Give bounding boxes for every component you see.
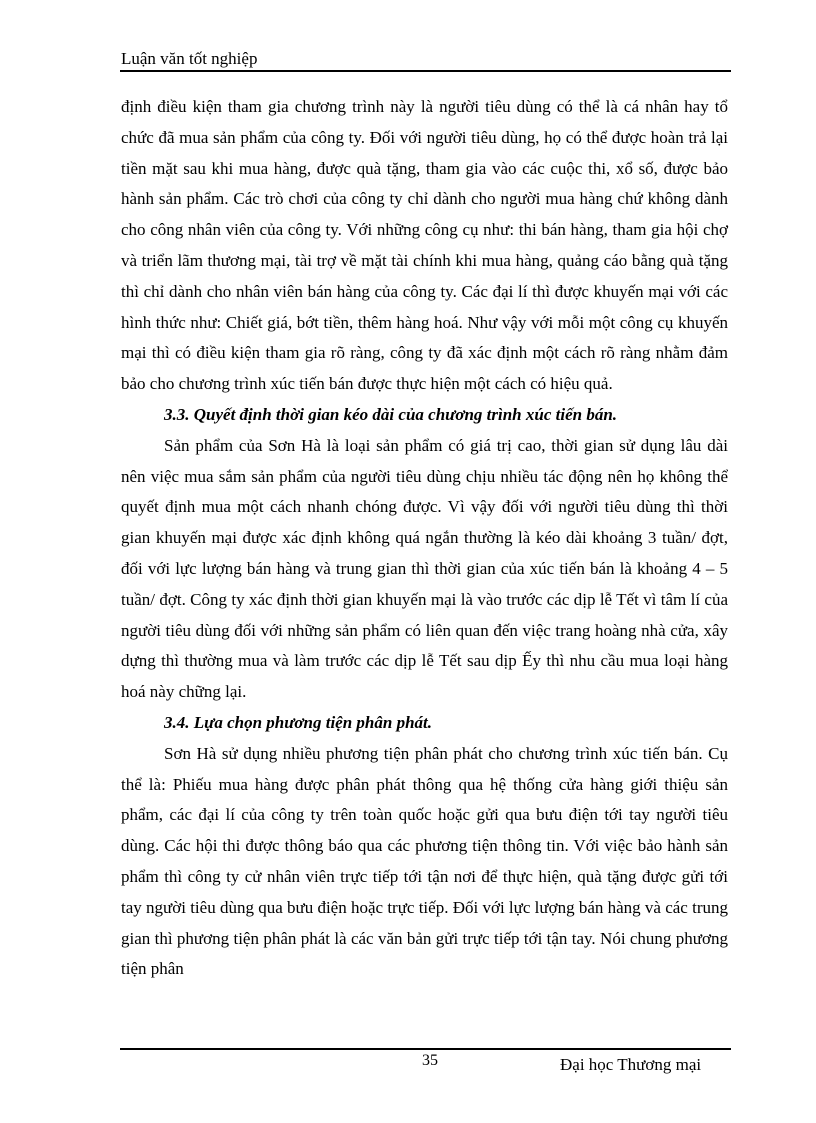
paragraph-distribution: Sơn Hà sử dụng nhiều phương tiện phân phát cho chương trình xúc tiến bán. Cụ thể là: Phiếu mua hàng được phân phát thông qua hệ thống cửa hàng giới thiệu sản phẩm, các đại lí của công ty trên toàn quốc hoặc gửi qua bưu điện tới tay người tiêu dùng. Các hội thi được thông báo qua các phương tiện thông tin. Với việc bảo hành sản phẩm thì công ty cử nhân viên trực tiếp tới tận nơi để thực hiện, quà tặng được gửi tới tay người tiêu dùng qua bưu điện hoặc trực tiếp. Đối với lực lượng bán hàng và các trung gian thì phương tiện phân phát là các văn bản gửi trực tiếp tới tận tay. Nói chung phương tiện phân bbox=[121, 743, 728, 979]
header-rule bbox=[120, 70, 731, 72]
paragraph-conditions: định điều kiện tham gia chương trình này là người tiêu dùng có thể là cá nhân hay tổ chức đã mua sản phẩm của công ty. Đối với người tiêu dùng, họ có thể được hoàn trả lại tiền mặt sau khi mua hàng, được quà tặng, tham gia vào các cuộc thi, xổ số, được bảo hành sản phẩm. Các trò chơi của công ty chỉ dành cho người mua hàng chứ không dành cho công nhân viên của công ty. Với những công cụ như: thi bán hàng, tham gia hội chợ và triển lãm thương mại, tài trợ về mặt tài chính khi mua hàng, quảng cáo bằng quà tặng thì chỉ dành cho nhân viên bán hàng của công ty. Các đại lí thì được khuyến mại với các hình thức như: Chiết giá, bớt tiền, thêm hàng hoá. Như vậy với mỗi một công cụ khuyến mại thì có điều kiện tham gia rõ ràng, công ty đã xác định một cách rõ ràng nhằm đảm bảo cho chương trình xúc tiến bán được thực hiện một cách có hiệu quả. bbox=[121, 97, 728, 394]
document-body bbox=[121, 92, 728, 985]
section-heading-3-3: 3.3. Quyết định thời gian kéo dài của chương trình xúc tiến bán. bbox=[164, 404, 618, 424]
footer-institution: Đại học Thương mại bbox=[560, 1055, 702, 1074]
paragraph-duration: Sản phẩm của Sơn Hà là loại sản phẩm có giá trị cao, thời gian sử dụng lâu dài nên việc mua sắm sản phẩm của người tiêu dùng chịu nhiều tác động nên họ không thể quyết định mua một cách nhanh chóng được. Vì vậy đối với người tiêu dùng thì thời gian khuyến mại được xác định không quá ngắn thường là kéo dài khoảng 3 tuần/ đợt, đối với lực lượng bán hàng và trung gian thì thời gian của xúc tiến bán là khoảng 4 – 5 tuần/ đợt. Công ty xác định thời gian khuyến mại là vào trước các dịp lễ Tết vì tâm lí của người tiêu dùng đối với những sản phẩm có liên quan đến việc trang hoàng nhà cửa, xây dựng thì thường mua và làm trước các dịp lễ Tết sau dịp Ếy thì nhu cầu mua loại hàng hoá này chững lại. bbox=[121, 435, 728, 702]
header-title: Luận văn tốt nghiệp bbox=[121, 49, 258, 68]
page-number: 35 bbox=[422, 1052, 438, 1069]
section-heading-3-4: 3.4. Lựa chọn phương tiện phân phát. bbox=[164, 712, 433, 732]
footer-rule bbox=[120, 1048, 731, 1050]
